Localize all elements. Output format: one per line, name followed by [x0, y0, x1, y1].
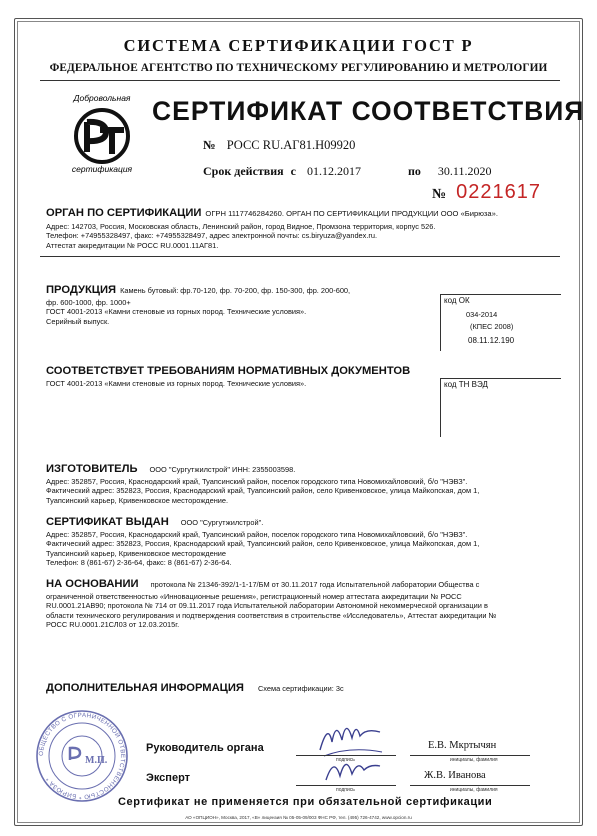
- serial-label: №: [432, 187, 447, 202]
- expert-name-caption: инициалы, фамилия: [450, 787, 498, 793]
- organ-heading: ОРГАН ПО СЕРТИФИКАЦИИ: [46, 207, 202, 219]
- signature-icon: [318, 750, 388, 790]
- product-line3: ГОСТ 4001-2013 «Камни стеновые из горных пород. Технические условия».: [46, 307, 307, 317]
- svg-text:ОБЩЕСТВО С ОГРАНИЧЕННОЙ ОТВЕТС: [38, 712, 126, 800]
- issued-line1: ООО "Сургутжилстрой".: [180, 518, 264, 527]
- product-section: [46, 280, 441, 326]
- divider-1: [40, 256, 560, 257]
- basis-section: [46, 574, 558, 630]
- official-stamp: [34, 708, 130, 804]
- manufacturer-heading: ИЗГОТОВИТЕЛЬ: [46, 463, 138, 475]
- head-name-line: [410, 755, 530, 756]
- organ-line1: ОГРН 1117746284260. ОРГАН ПО СЕРТИФИКАЦИИ ПРОДУКЦИИ ООО «Бирюза».: [205, 209, 498, 218]
- validity-from-label: с: [290, 164, 296, 178]
- additional-text: Схема сертификации: 3с: [257, 684, 344, 693]
- organ-line3: Телефон: +74955328497, факс: +74955328497, адрес электронной почты: cs.biryuza@yandex.ru.: [46, 231, 378, 241]
- validity-row: [203, 164, 361, 179]
- serial-number: 0221617: [456, 181, 541, 203]
- stamp-seal-icon: [34, 708, 130, 804]
- manufacturer-line4: Туапсинский карьер, Кривенковское месторождение.: [46, 495, 229, 505]
- number-label: №: [203, 138, 216, 152]
- organ-section: [46, 203, 566, 250]
- expert-name: Ж.В. Иванова: [424, 770, 486, 781]
- footer-notice: Сертификат не применяется при обязательной сертификации: [118, 796, 493, 808]
- gost-r-logo: [62, 92, 142, 174]
- certificate-number-row: [203, 138, 355, 153]
- ok-code-2: (КПЕС 2008): [470, 322, 514, 331]
- pct-logo-icon: [62, 92, 142, 174]
- ok-code-1: 034-2014: [466, 310, 498, 319]
- issued-line2: Адрес: 352857, Россия, Краснодарский край, Туапсинский район, поселок городского типа Новомихайловский, б/о "НЭВЗ".: [46, 530, 468, 539]
- expert-sig-caption: подпись: [336, 787, 355, 793]
- organ-line2: Адрес: 142703, Россия, Московская область, Ленинский район, город Видное, Промзона территория, корпус 526.: [46, 222, 436, 231]
- validity-to: [408, 164, 491, 179]
- stamp-letters: М.П.: [85, 755, 108, 766]
- basis-line2: ограниченной ответственностью «Инновационные решения», регистрационный номер аттестата аккредитации № РОСС: [46, 592, 462, 601]
- system-title: СИСТЕМА СЕРТИФИКАЦИИ ГОСТ Р: [123, 36, 474, 55]
- manufacturer-section: [46, 459, 566, 505]
- issued-line4: Туапсинский карьер, Кривенковское месторождение: [46, 548, 227, 558]
- basis-line1: протокола № 21346-392/1-1-17/БМ от 30.11.2017 года Испытательной лаборатории Общества с: [150, 580, 480, 589]
- header-divider: [40, 80, 560, 81]
- serial-row: [432, 181, 541, 204]
- expert-label: Эксперт: [146, 772, 191, 784]
- basis-line3: RU.0001.21АВ90; протокола № 714 от 09.11.2017 года Испытательной лаборатории Автономной некоммерческой организации в: [46, 601, 488, 611]
- head-sig-caption: подпись: [336, 757, 355, 763]
- additional-heading: ДОПОЛНИТЕЛЬНАЯ ИНФОРМАЦИЯ: [46, 682, 244, 694]
- basis-heading: НА ОСНОВАНИИ: [46, 578, 139, 590]
- expert-signature: [318, 750, 388, 790]
- logo-bottom-text: сертификация: [71, 164, 133, 174]
- basis-line4: области технического регулирования и подтверждения соответствия в строительстве «Исследователь», Аттестат аккредитации №: [46, 610, 497, 620]
- issued-heading: СЕРТИФИКАТ ВЫДАН: [46, 516, 169, 528]
- stamp-ring-text: ОБЩЕСТВО С ОГРАНИЧЕННОЙ ОТВЕТСТВЕННОСТЬЮ * БИРЮЗА *: [37, 711, 127, 801]
- product-line4: Серийный выпуск.: [46, 316, 110, 326]
- validity-to-date: 30.11.2020: [437, 164, 492, 178]
- manufacturer-line2: Адрес: 352857, Россия, Краснодарский край, Туапсинский район, поселок городского типа Новомихайловский, б/о "НЭВЗ".: [46, 477, 468, 486]
- tnved-label: код ТН ВЭД: [444, 380, 488, 389]
- issued-line5: Телефон: 8 (861-67) 2-36-64, факс: 8 (861-67) 2-36-64.: [46, 558, 232, 568]
- issued-section: [46, 512, 566, 568]
- validity-to-label: по: [408, 164, 421, 178]
- certificate-number: РОСС RU.АГ81.Н09920: [226, 138, 356, 152]
- product-line2: фр. 600-1000, фр. 1000+: [46, 298, 131, 307]
- conformity-heading: СООТВЕТСТВУЕТ ТРЕБОВАНИЯМ НОРМАТИВНЫХ ДОКУМЕНТОВ: [46, 365, 411, 377]
- manufacturer-line3: Фактический адрес: 352823, Россия, Краснодарский край, Туапсинский район, село Кривенковское, улица Майкопская, дом 1,: [46, 486, 480, 496]
- ok-label: код ОК: [444, 296, 470, 305]
- basis-line5: РОСС RU.0001.21СЛ03 от 12.03.2015г.: [46, 620, 180, 630]
- additional-section: [46, 678, 344, 696]
- certificate-title: СЕРТИФИКАТ СООТВЕТСТВИЯ: [152, 96, 585, 126]
- expert-sign-line: [296, 785, 396, 786]
- issued-line3: Фактический адрес: 352823, Россия, Краснодарский край, Туапсинский район, село Кривенковское, улица Майкопская, дом 1,: [46, 539, 480, 549]
- product-line1: Камень бутовый: фр.70-120, фр. 70-200, фр. 150-300, фр. 200-600,: [120, 286, 351, 295]
- validity-label: Срок действия: [203, 164, 284, 178]
- conformity-line1: ГОСТ 4001-2013 «Камни стеновые из горных пород. Технические условия».: [46, 379, 307, 388]
- product-heading: ПРОДУКЦИЯ: [46, 284, 117, 296]
- print-info: АО «ОПЦИОН», Москва, 2017, «В» лицензия № 05-05-09/003 ФНС РФ, тел. (495) 726-4742, www.opcion.ru: [185, 815, 412, 820]
- logo-top-text: Добровольная: [73, 93, 131, 103]
- head-name-caption: инициалы, фамилия: [450, 757, 498, 763]
- manufacturer-line1: ООО "Сургутжилстрой" ИНН: 2355003598.: [149, 465, 296, 474]
- agency-title: ФЕДЕРАЛЬНОЕ АГЕНТСТВО ПО ТЕХНИЧЕСКОМУ РЕГУЛИРОВАНИЮ И МЕТРОЛОГИИ: [49, 62, 548, 74]
- organ-line4: Аттестат аккредитации № РОСС RU.0001.11АГ81.: [46, 240, 219, 250]
- expert-name-line: [410, 785, 530, 786]
- head-label: Руководитель органа: [146, 742, 264, 754]
- head-name: Е.В. Мкртычян: [428, 740, 497, 751]
- ok-code-3: 08.11.12.190: [468, 336, 515, 345]
- validity-from-date: 01.12.2017: [307, 164, 361, 178]
